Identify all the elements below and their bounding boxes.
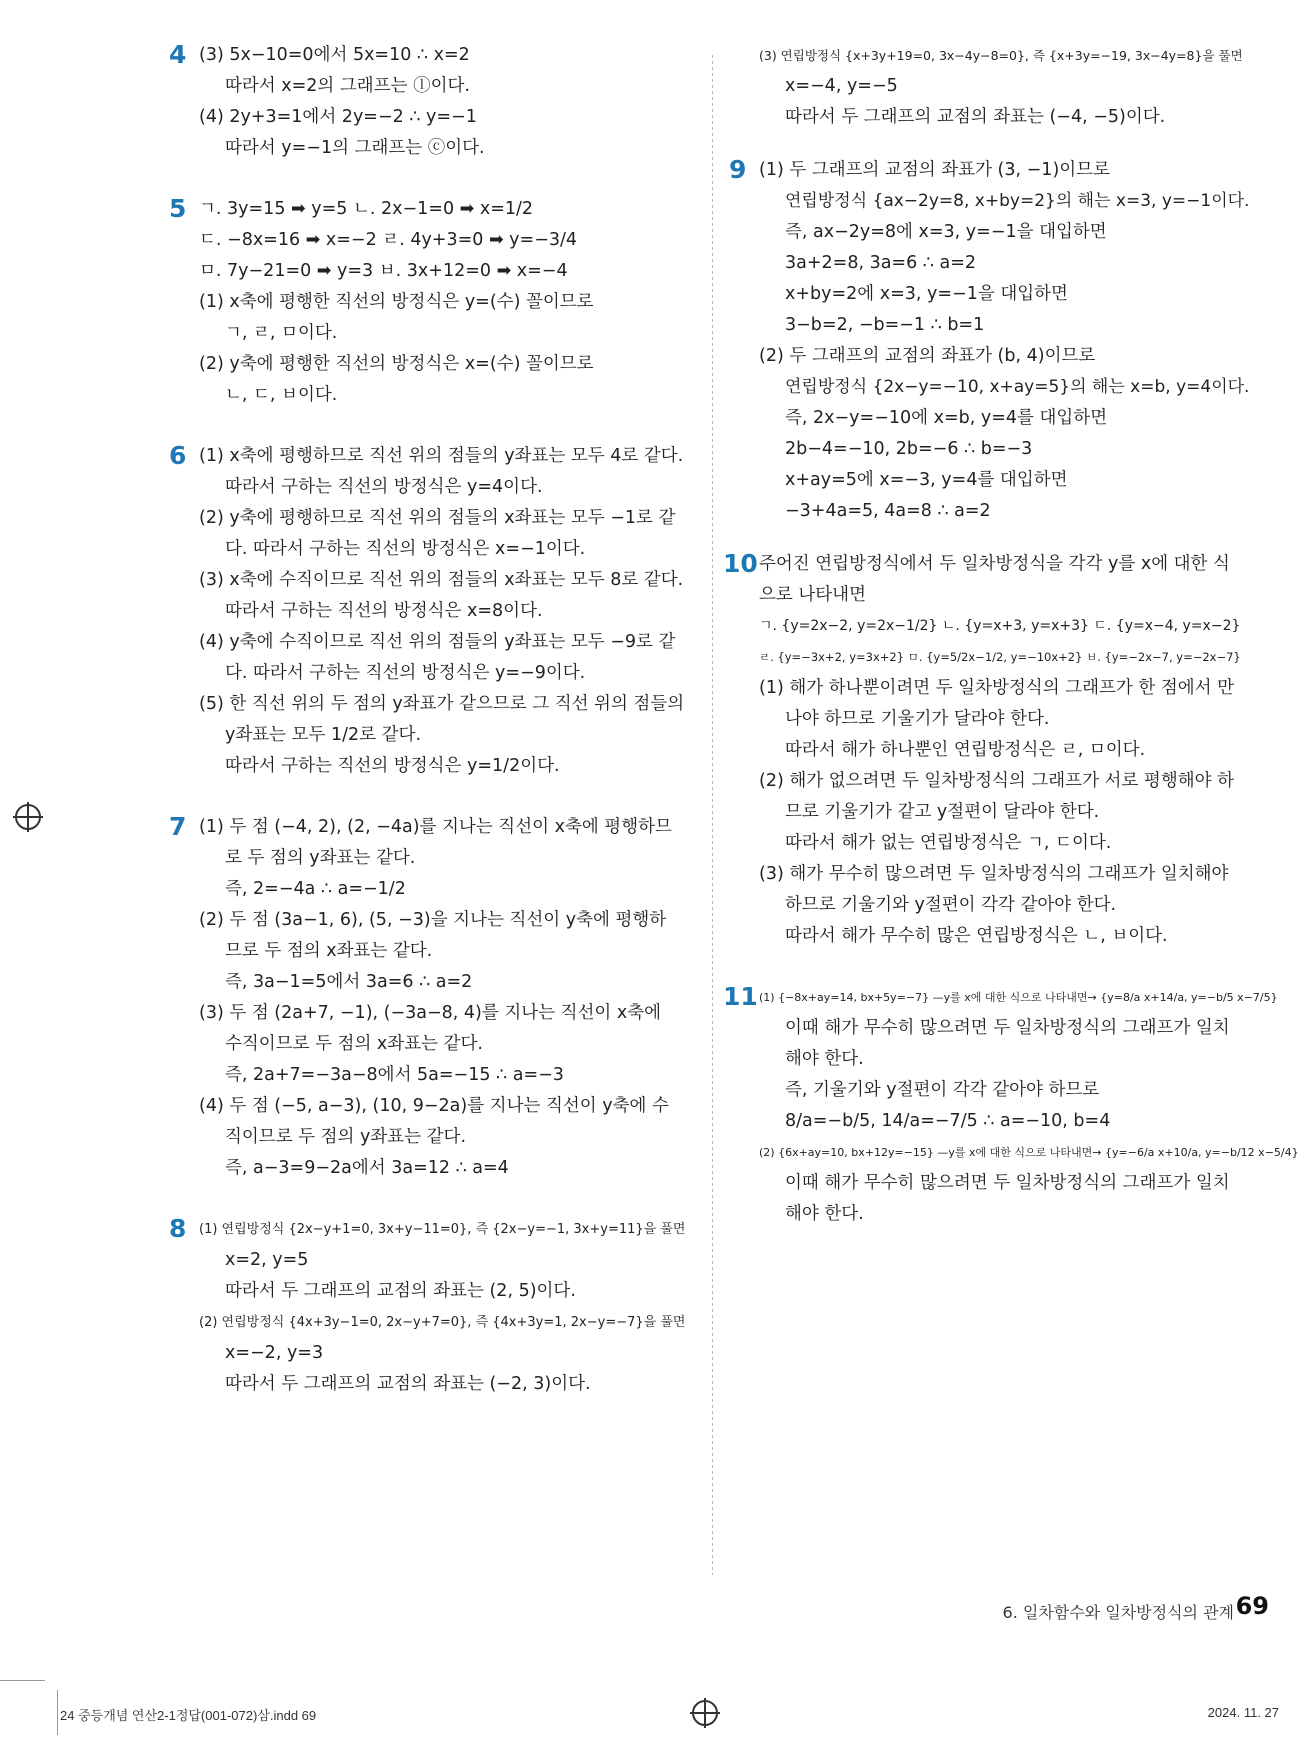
solution-line: (1) 두 그래프의 교점의 좌표가 (3, −1)이므로 xyxy=(759,160,1110,180)
solution-line: 므로 기울기가 같고 y절편이 달라야 한다. xyxy=(785,802,1100,822)
registration-mark-icon xyxy=(15,804,41,830)
solution-line: 주어진 연립방정식에서 두 일차방정식을 각각 y를 x에 대한 식 xyxy=(759,554,1230,574)
crop-mark xyxy=(57,1690,58,1735)
solution-line: 이때 해가 무수히 많으려면 두 일차방정식의 그래프가 일치 xyxy=(785,1173,1230,1193)
problem-8 xyxy=(169,1214,690,1400)
solution-line: 해야 한다. xyxy=(785,1049,864,1069)
problem-11 xyxy=(723,982,1299,1230)
problem-number: 7 xyxy=(169,812,187,841)
problem-number: 10 xyxy=(723,549,758,578)
solution-line: (1) 연립방정식 {2x−y+1=0, 3x+y−11=0}, 즉 {2x−y=−1, 3x+y=11}을 풀면 xyxy=(199,1222,686,1237)
left-column xyxy=(169,40,690,1418)
solution-line: x+by=2에 x=3, y=−1을 대입하면 xyxy=(785,284,1068,304)
solution-line: (5) 한 직선 위의 두 점의 y좌표가 같으므로 그 직선 위의 점들의 xyxy=(199,694,685,714)
solution-line: (1) 두 점 (−4, 2), (2, −4a)를 지나는 직선이 x축에 평행하므 xyxy=(199,817,672,837)
problem-9 xyxy=(729,155,1255,527)
registration-mark-icon xyxy=(692,1700,718,1726)
solution-line: x+ay=5에 x=−3, y=4를 대입하면 xyxy=(785,470,1068,490)
solution-line: 즉, a−3=9−2a에서 3a=12 ∴ a=4 xyxy=(225,1158,509,1178)
solution-line: 따라서 두 그래프의 교점의 좌표는 (2, 5)이다. xyxy=(225,1281,576,1301)
solution-line: 수직이므로 두 점의 x좌표는 같다. xyxy=(225,1034,483,1054)
solution-line: 따라서 해가 없는 연립방정식은 ㄱ, ㄷ이다. xyxy=(785,833,1112,853)
problem-cont xyxy=(735,40,1255,133)
solution-line: (3) 해가 무수히 많으려면 두 일차방정식의 그래프가 일치해야 xyxy=(759,864,1229,884)
solution-line: (3) 연립방정식 {x+3y+19=0, 3x−4y−8=0}, 즉 {x+3y=−19, 3x−4y=8}을 풀면 xyxy=(759,48,1243,63)
solution-line: 3a+2=8, 3a=6 ∴ a=2 xyxy=(785,253,977,273)
solution-line: 즉, 2x−y=−10에 x=b, y=4를 대입하면 xyxy=(785,408,1108,428)
problem-5 xyxy=(169,194,690,411)
solution-line: 연립방정식 {2x−y=−10, x+ay=5}의 해는 x=b, y=4이다. xyxy=(785,377,1250,397)
problem-number: 4 xyxy=(169,40,187,69)
print-date: 2024. 11. 27 xyxy=(1207,1705,1279,1720)
solution-line: −3+4a=5, 4a=8 ∴ a=2 xyxy=(785,501,991,521)
solution-line: 따라서 구하는 직선의 방정식은 y=4이다. xyxy=(225,477,543,497)
solution-line: (1) 해가 하나뿐이려면 두 일차방정식의 그래프가 한 점에서 만 xyxy=(759,678,1235,698)
solution-line: 따라서 해가 하나뿐인 연립방정식은 ㄹ, ㅁ이다. xyxy=(785,740,1146,760)
solution-line: 으로 나타내면 xyxy=(759,585,866,605)
solution-line: 즉, 3a−1=5에서 3a=6 ∴ a=2 xyxy=(225,972,473,992)
problem-6 xyxy=(169,441,690,782)
solution-line: (3) 5x−10=0에서 5x=10 ∴ x=2 xyxy=(199,45,470,65)
solution-line: x=−4, y=−5 xyxy=(785,76,898,96)
solution-line: 3−b=2, −b=−1 ∴ b=1 xyxy=(785,315,985,335)
solution-line: (2) 해가 없으려면 두 일차방정식의 그래프가 서로 평행해야 하 xyxy=(759,771,1235,791)
solution-line: 2b−4=−10, 2b=−6 ∴ b=−3 xyxy=(785,439,1033,459)
column-divider xyxy=(712,55,713,1575)
solution-line: 나야 하므로 기울기가 달라야 한다. xyxy=(785,709,1050,729)
solution-line: (2) y축에 평행한 직선의 방정식은 x=(수) 꼴이므로 xyxy=(199,354,594,374)
solution-line: x=2, y=5 xyxy=(225,1250,309,1270)
solution-line: (2) y축에 평행하므로 직선 위의 점들의 x좌표는 모두 −1로 같 xyxy=(199,508,676,528)
solution-line: (1) {−8x+ay=14, bx+5y=−7} —y를 x에 대한 식으로 나타내면→ {y=8/a x+14/a, y=−b/5 x−7/5} xyxy=(759,991,1278,1004)
solution-line: 따라서 구하는 직선의 방정식은 y=1/2이다. xyxy=(225,756,560,776)
solution-line: (4) 2y+3=1에서 2y=−2 ∴ y=−1 xyxy=(199,107,477,127)
solution-line: 즉, 기울기와 y절편이 각각 같아야 하므로 xyxy=(785,1080,1100,1100)
solution-line: 따라서 y=−1의 그래프는 ⓒ이다. xyxy=(225,138,485,158)
solution-line: ㄱ. {y=2x−2, y=2x−1/2} ㄴ. {y=x+3, y=x+3} ㄷ. {y=x−4, y=x−2} xyxy=(759,618,1241,634)
problem-number: 9 xyxy=(729,155,747,184)
problem-10 xyxy=(723,549,1255,952)
solution-line: 다. 따라서 구하는 직선의 방정식은 x=−1이다. xyxy=(225,539,586,559)
solution-line: 연립방정식 {ax−2y=8, x+by=2}의 해는 x=3, y=−1이다. xyxy=(785,191,1250,211)
solution-line: (2) 연립방정식 {4x+3y−1=0, 2x−y+7=0}, 즉 {4x+3y=1, 2x−y=−7}을 풀면 xyxy=(199,1315,686,1330)
solution-line: 따라서 두 그래프의 교점의 좌표는 (−2, 3)이다. xyxy=(225,1374,591,1394)
solution-line: 하므로 기울기와 y절편이 각각 같아야 한다. xyxy=(785,895,1117,915)
solution-line: (2) 두 그래프의 교점의 좌표가 (b, 4)이므로 xyxy=(759,346,1096,366)
solution-line: 즉, 2=−4a ∴ a=−1/2 xyxy=(225,879,406,899)
solution-line: 므로 두 점의 x좌표는 같다. xyxy=(225,941,433,961)
problem-7 xyxy=(169,812,690,1184)
problem-number: 11 xyxy=(723,982,758,1011)
solution-line: 8/a=−b/5, 14/a=−7/5 ∴ a=−10, b=4 xyxy=(785,1111,1111,1131)
solution-line: (2) {6x+ay=10, bx+12y=−15} —y를 x에 대한 식으로 나타내면→ {y=−6/a x+10/a, y=−b/12 x−5/4} xyxy=(759,1146,1299,1159)
solution-line: 직이므로 두 점의 y좌표는 같다. xyxy=(225,1127,467,1147)
problem-number: 5 xyxy=(169,194,187,223)
solution-line: ㄱ. 3y=15 ➡ y=5 ㄴ. 2x−1=0 ➡ x=1/2 xyxy=(199,199,534,219)
solution-line: ㄴ, ㄷ, ㅂ이다. xyxy=(225,385,338,405)
solution-line: (3) 두 점 (2a+7, −1), (−3a−8, 4)를 지나는 직선이 x축에 xyxy=(199,1003,662,1023)
problem-number: 6 xyxy=(169,441,187,470)
chapter-title: 6. 일차함수와 일차방정식의 관계 xyxy=(1002,1603,1234,1622)
solution-line: 해야 한다. xyxy=(785,1204,864,1224)
solution-line: 따라서 해가 무수히 많은 연립방정식은 ㄴ, ㅂ이다. xyxy=(785,926,1168,946)
problem-number: 8 xyxy=(169,1214,187,1243)
right-column xyxy=(723,40,1299,1248)
solution-line: y좌표는 모두 1/2로 같다. xyxy=(225,725,422,745)
solution-line: ㄷ. −8x=16 ➡ x=−2 ㄹ. 4y+3=0 ➡ y=−3/4 xyxy=(199,230,578,250)
file-info: 24 중등개념 연산2-1정답(001-072)삼.indd 69 xyxy=(60,1708,317,1723)
solution-line: (1) x축에 평행한 직선의 방정식은 y=(수) 꼴이므로 xyxy=(199,292,594,312)
solution-line: 따라서 x=2의 그래프는 ⓛ이다. xyxy=(225,76,470,96)
page-number: 69 xyxy=(1235,1592,1269,1620)
problem-4 xyxy=(169,40,690,164)
solution-line: 즉, 2a+7=−3a−8에서 5a=−15 ∴ a=−3 xyxy=(225,1065,564,1085)
solution-line: 따라서 구하는 직선의 방정식은 x=8이다. xyxy=(225,601,543,621)
solution-line: 다. 따라서 구하는 직선의 방정식은 y=−9이다. xyxy=(225,663,586,683)
solution-line: 따라서 두 그래프의 교점의 좌표는 (−4, −5)이다. xyxy=(785,107,1166,127)
solution-line: ㅁ. 7y−21=0 ➡ y=3 ㅂ. 3x+12=0 ➡ x=−4 xyxy=(199,261,568,281)
solution-line: ㄹ. {y=−3x+2, y=3x+2} ㅁ. {y=5/2x−1/2, y=−10x+2} ㅂ. {y=−2x−7, y=−2x−7} xyxy=(759,650,1241,664)
solution-line: 이때 해가 무수히 많으려면 두 일차방정식의 그래프가 일치 xyxy=(785,1018,1230,1038)
solution-line: (3) x축에 수직이므로 직선 위의 점들의 x좌표는 모두 8로 같다. xyxy=(199,570,684,590)
crop-mark xyxy=(0,1680,45,1681)
solution-line: (4) 두 점 (−5, a−3), (10, 9−2a)를 지나는 직선이 y축에 수 xyxy=(199,1096,669,1116)
solution-line: 로 두 점의 y좌표는 같다. xyxy=(225,848,416,868)
solution-line: x=−2, y=3 xyxy=(225,1343,324,1363)
solution-line: (4) y축에 수직이므로 직선 위의 점들의 y좌표는 모두 −9로 같 xyxy=(199,632,676,652)
solution-line: ㄱ, ㄹ, ㅁ이다. xyxy=(225,323,338,343)
solution-line: 즉, ax−2y=8에 x=3, y=−1을 대입하면 xyxy=(785,222,1107,242)
solution-line: (1) x축에 평행하므로 직선 위의 점들의 y좌표는 모두 4로 같다. xyxy=(199,446,684,466)
solution-line: (2) 두 점 (3a−1, 6), (5, −3)을 지나는 직선이 y축에 평행하 xyxy=(199,910,667,930)
